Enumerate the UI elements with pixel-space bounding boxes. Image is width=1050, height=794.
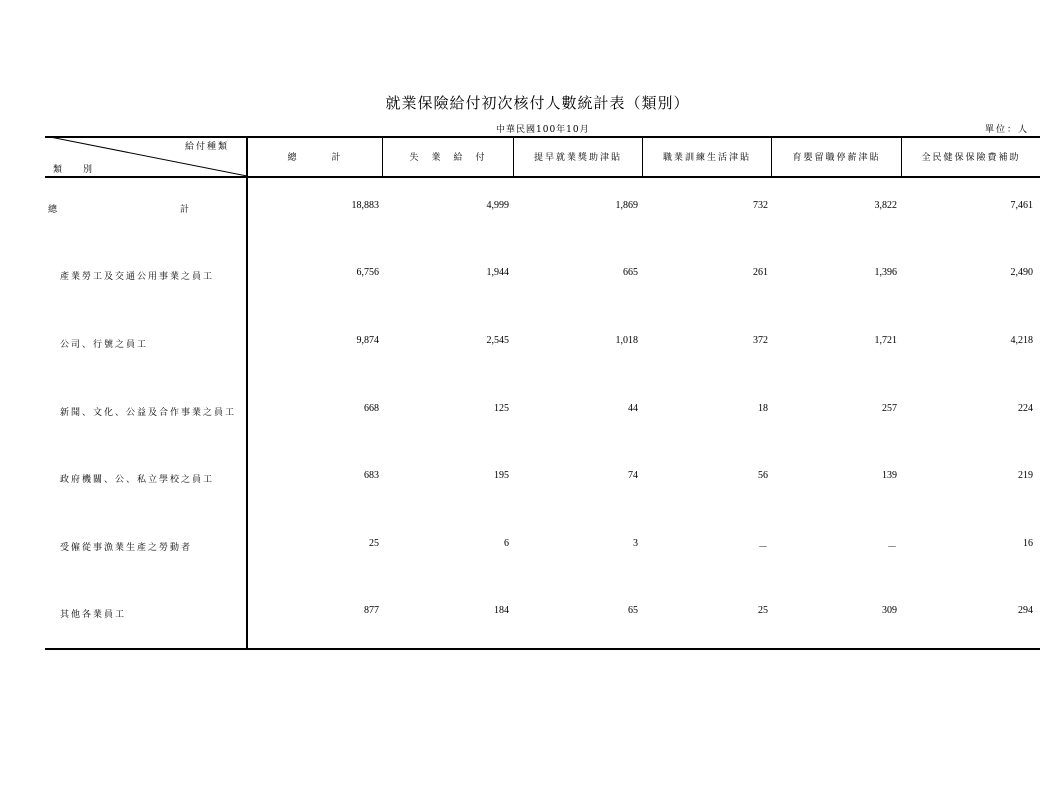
column-header-health-insurance: 全民健保保險費補助 — [921, 153, 1021, 163]
table-cell: 139 — [882, 470, 897, 481]
table-cell: 372 — [753, 335, 768, 346]
table-cell: 44 — [628, 403, 638, 414]
table-cell: 7,461 — [1010, 200, 1033, 211]
row-label-company-employees: 公司、行號之員工 — [60, 340, 149, 350]
table-cell: 25 — [369, 538, 379, 549]
table-cell: 16 — [1023, 538, 1033, 549]
table-cell: 309 — [882, 605, 897, 616]
table-cell: 1,944 — [486, 267, 509, 278]
column-header-training: 職業訓練生活津貼 — [662, 153, 751, 163]
table-cell: 1,018 — [615, 335, 638, 346]
statistics-table — [45, 136, 1040, 650]
table-cell: 65 — [628, 605, 638, 616]
row-label-government-schools: 政府機關、公、私立學校之員工 — [60, 475, 215, 485]
table-cell: 219 — [1018, 470, 1033, 481]
table-cell: － — [887, 542, 897, 553]
table-cell: 18 — [758, 403, 768, 414]
table-cell: 4,218 — [1010, 335, 1033, 346]
stub-column-rule — [246, 136, 248, 650]
table-cell: 732 — [753, 200, 768, 211]
row-label-total: 總 計 — [48, 205, 192, 215]
table-cell: 294 — [1018, 605, 1033, 616]
table-cell: 668 — [364, 403, 379, 414]
page-title: 就業保險給付初次核付人數統計表（類別） — [385, 94, 690, 112]
table-cell: － — [758, 542, 768, 553]
table-cell: 74 — [628, 470, 638, 481]
row-label-industrial-workers: 產業勞工及交通公用事業之員工 — [60, 272, 215, 282]
table-cell: 261 — [753, 267, 768, 278]
report-period: 中華民國100年10月 — [496, 125, 590, 135]
table-cell: 9,874 — [356, 335, 379, 346]
table-cell: 195 — [494, 470, 509, 481]
column-header-unemployment: 失 業 給 付 — [409, 153, 487, 163]
table-cell: 25 — [758, 605, 768, 616]
unit-label: 單位：人 — [985, 125, 1030, 135]
table-cell: 184 — [494, 605, 509, 616]
table-cell: 3,822 — [874, 200, 897, 211]
row-label-media-culture: 新聞、文化、公益及合作事業之員工 — [60, 408, 237, 418]
row-label-other-industries: 其他各業員工 — [60, 610, 127, 620]
column-header-parental-leave: 育嬰留職停薪津貼 — [792, 153, 881, 163]
table-cell: 1,396 — [874, 267, 897, 278]
table-cell: 2,490 — [1010, 267, 1033, 278]
row-label-fishery-workers: 受僱從事漁業生產之勞動者 — [60, 543, 193, 553]
table-cell: 125 — [494, 403, 509, 414]
table-cell: 224 — [1018, 403, 1033, 414]
table-cell: 683 — [364, 470, 379, 481]
column-header-total: 總 計 — [287, 153, 343, 163]
table-cell: 6 — [504, 538, 509, 549]
corner-header-column-type: 給付種類 — [185, 142, 230, 152]
table-cell: 3 — [633, 538, 638, 549]
table-cell: 665 — [623, 267, 638, 278]
table-bottom-rule — [45, 648, 1040, 650]
table-cell: 877 — [364, 605, 379, 616]
table-cell: 18,883 — [351, 200, 379, 211]
table-cell: 6,756 — [356, 267, 379, 278]
table-cell: 4,999 — [486, 200, 509, 211]
table-cell: 2,545 — [486, 335, 509, 346]
column-header-reemployment: 提早就業獎助津貼 — [533, 153, 622, 163]
table-cell: 1,869 — [615, 200, 638, 211]
table-cell: 56 — [758, 470, 768, 481]
corner-header-row-type: 類 別 — [53, 165, 99, 175]
table-cell: 257 — [882, 403, 897, 414]
table-cell: 1,721 — [874, 335, 897, 346]
